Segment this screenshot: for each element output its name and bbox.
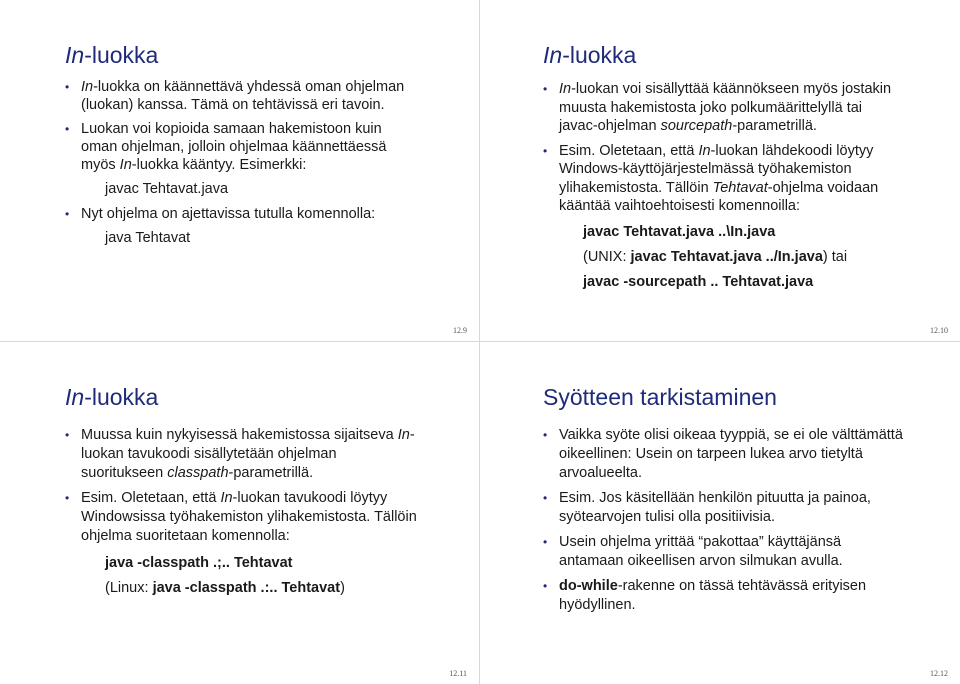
- command-text: javac -sourcepath .. Tehtavat.java: [583, 273, 814, 290]
- text: -parametrillä.: [732, 118, 817, 134]
- bullet-item: • Esim. Jos käsitellään henkilön pituutta ja painoa, syötearvojen tulisi olla positiivisia.: [543, 489, 903, 527]
- bullet-list: [65, 426, 420, 604]
- italic-text: classpath: [167, 465, 229, 481]
- text: Luokan voi kopioida samaan hakemistoon kuin oman ohjelman, jolloin ohjelmaa käännettäessä myös: [81, 121, 387, 173]
- italic-text: Tehtavat: [712, 179, 768, 196]
- bullet-list: [543, 80, 903, 298]
- bullet-item: [65, 78, 410, 114]
- text: -luokka on käännettävä yhdessä oman ohjelman (luokan) kanssa. Tämä on tehtävissä eri tavoin.: [81, 79, 405, 113]
- command-text: java -classpath .:.. Tehtavat: [152, 580, 341, 596]
- title-rest: -luokka: [84, 384, 159, 410]
- title-italic: In: [65, 384, 85, 410]
- command-line: [559, 248, 903, 267]
- italic-text: In: [220, 490, 233, 506]
- text: -luokan voi sisällyttää käännökseen myös jostakin muusta hakemistosta joko polkumäärittelyllä tai javac-ohjelman: [559, 81, 892, 134]
- text: -luokan tavukoodi löytyy Windowsissa työhakemiston ylihakemistosta. Tällöin ohjelma suoritetaan komennolla:: [81, 490, 417, 544]
- bullet-item: [543, 142, 903, 292]
- command-line: javac Tehtavat.java: [105, 181, 229, 197]
- bullet-list: [65, 78, 410, 254]
- text: Esim. Oletetaan, että: [81, 490, 221, 506]
- text: -luokan tavukoodi sisällytetään ohjelman suoritukseen: [81, 427, 415, 481]
- text: -luokan lähdekoodi löytyy Windows-käyttöjärjestelmässä työhakemiston ylihakemistosta. Tällöin: [559, 142, 874, 196]
- title-italic: In: [65, 42, 85, 68]
- slide-title: [65, 42, 158, 69]
- text: ) tai: [822, 248, 848, 265]
- command-line: java Tehtavat: [105, 230, 191, 246]
- text: -parametrillä.: [228, 465, 314, 481]
- text: Esim. Oletetaan, että: [559, 142, 699, 159]
- page-number: 12.11: [449, 669, 467, 678]
- page-number: 12.10: [930, 326, 948, 335]
- slide-12-11: [0, 342, 480, 684]
- bullet-item: [65, 489, 420, 598]
- italic-text: In: [559, 81, 572, 97]
- bullet-item: [543, 577, 903, 615]
- text: (UNIX:: [583, 248, 631, 265]
- bullet-item: • Usein ohjelma yrittää “pakottaa” käyttäjänsä antamaan oikeellisen arvon silmukan avulla.: [543, 533, 903, 571]
- command-line: [81, 579, 420, 598]
- title-italic: In: [543, 42, 563, 68]
- command-text: javac Tehtavat.java ../In.java: [630, 248, 823, 265]
- bold-text: do-while: [559, 578, 618, 594]
- text: -luokka kääntyy. Esimerkki:: [131, 157, 307, 173]
- text: -rakenne on tässä tehtävässä erityisen hyödyllinen.: [559, 578, 867, 613]
- command-line: [559, 223, 903, 242]
- command-line: [81, 554, 420, 573]
- title-rest: -luokka: [84, 42, 159, 68]
- slide-12-12: [480, 342, 960, 684]
- page-number: 12.12: [930, 669, 948, 678]
- page-number: 12.9: [453, 326, 467, 335]
- italic-text: sourcepath: [660, 118, 733, 134]
- italic-text: In: [698, 142, 711, 159]
- text: ): [340, 580, 345, 596]
- bullet-list: [543, 426, 903, 621]
- command-text: java -classpath .;.. Tehtavat: [105, 555, 293, 571]
- slide-title: Syötteen tarkistaminen: [543, 384, 777, 410]
- bullet-item: [65, 426, 420, 483]
- title-rest: -luokka: [562, 42, 637, 68]
- text: Nyt ohjelma on ajettavissa tutulla komennolla:: [81, 206, 376, 222]
- bullet-item: [65, 120, 410, 199]
- bullet-item: [65, 205, 410, 248]
- bullet-item: [543, 80, 903, 136]
- text: (Linux:: [105, 580, 153, 596]
- slide-title: [543, 42, 636, 69]
- slide-12-10: [480, 0, 960, 342]
- command-line: [559, 273, 903, 292]
- italic-text: In: [81, 79, 94, 95]
- italic-text: In: [119, 157, 132, 173]
- command-text: javac Tehtavat.java ..\In.java: [583, 223, 776, 240]
- italic-text: In: [397, 427, 410, 443]
- bullet-item: • Vaikka syöte olisi oikeaa tyyppiä, se ei ole välttämättä oikeellinen: Usein on tarpeen lukea arvo tietyltä arvoalueelta.: [543, 426, 903, 483]
- text: -ohjelma voidaan kääntää vaihtoehtoisesti komennoilla:: [559, 179, 879, 214]
- text: Muussa kuin nykyisessä hakemistossa sijaitseva: [81, 427, 398, 443]
- slide-title: [65, 384, 158, 411]
- slide-12-9: [0, 0, 480, 342]
